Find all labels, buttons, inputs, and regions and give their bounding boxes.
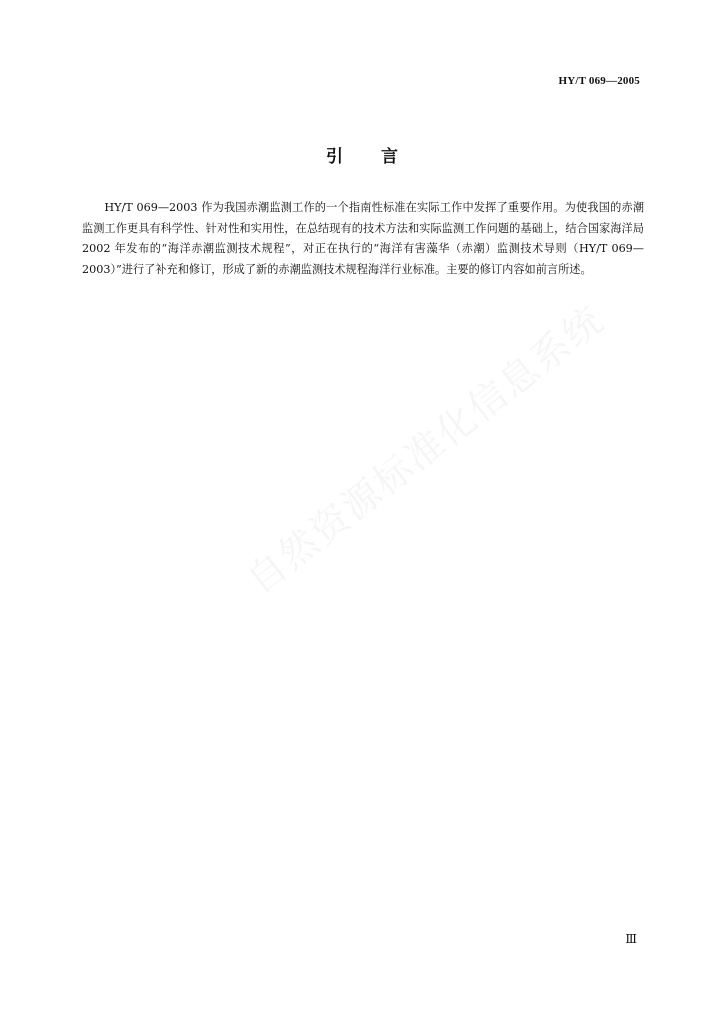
page-number: Ⅲ [625,932,637,946]
standard-code: HY/T 069—2005 [558,75,640,87]
section-title [0,142,724,167]
introduction-paragraph: HY/T 069—2003 作为我国赤潮监测工作的一个指南性标准在实际工作中发挥了重要作用。为使我国的赤潮监测工作更具有科学性、针对性和实用性，在总结现有的技术方法和实际监测工作问题的基础上，结合国家海洋局 2002 年发布的“海洋赤潮监测技术规程”，对正在执行的“海洋有害藻华（赤潮）监测技术导则（HY/T 069—2003）”进行了补充和修订，形成了新的赤潮监测技术规程海洋行业标准。主要的修订内容如前言所述。 [82,201,644,276]
section-title-char-2: 言 [381,147,398,167]
watermark: 自然资源标准化信息系统 [238,297,613,603]
section-title-char-1: 引 [326,147,343,167]
